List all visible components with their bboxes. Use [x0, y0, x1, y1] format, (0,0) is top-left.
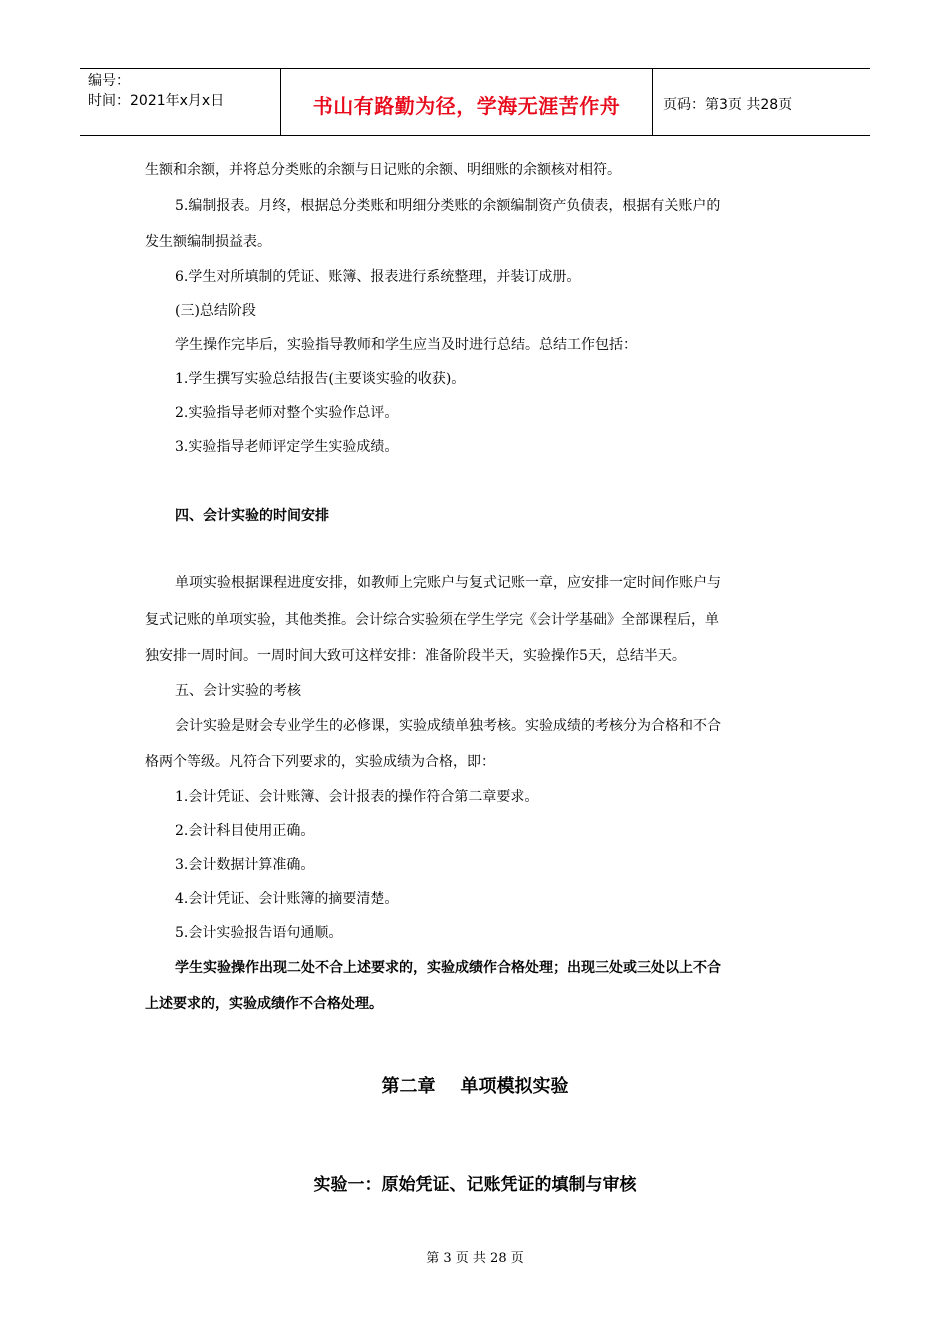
paragraph-line: 会计实验是财会专业学生的必修课，实验成绩单独考核。实验成绩的考核分为合格和不合 [175, 718, 721, 734]
section-heading: 五、会计实验的考核 [175, 683, 301, 699]
header-page-info [653, 69, 870, 135]
paragraph-line: 格两个等级。凡符合下列要求的，实验成绩为合格，即： [145, 754, 495, 770]
bold-paragraph-line: 上述要求的，实验成绩作不合格处理。 [145, 996, 383, 1012]
list-item: 3.实验指导老师评定学生实验成绩。 [175, 439, 399, 455]
paragraph-line: 单项实验根据课程进度安排，如教师上完账户与复式记账一章，应安排一定时间作账户与 [175, 575, 721, 591]
number-label: 编号： [88, 73, 130, 89]
list-item: 5.会计实验报告语句通顺。 [175, 925, 343, 941]
page-info: 页码：第3页 共28页 [663, 97, 793, 113]
date-label: 时间：2021年x月x日 [88, 93, 225, 109]
list-item: 1.学生撰写实验总结报告(主要谈实验的收获)。 [175, 371, 466, 387]
page-footer: 第 3 页 共 28 页 [426, 1251, 524, 1266]
paragraph-line: 学生操作完毕后，实验指导教师和学生应当及时进行总结。总结工作包括： [175, 337, 637, 353]
motto: 书山有路勤为径，学海无涯苦作舟 [312, 93, 621, 118]
paragraph-line: 复式记账的单项实验，其他类推。会计综合实验须在学生学完《会计学基础》全部课程后，单 [145, 612, 719, 628]
paragraph-line: 6.学生对所填制的凭证、账簿、报表进行系统整理，并装订成册。 [175, 269, 581, 285]
list-item: 2.实验指导老师对整个实验作总评。 [175, 405, 399, 421]
list-item: 4.会计凭证、会计账簿的摘要清楚。 [175, 891, 399, 907]
list-item: 1.会计凭证、会计账簿、会计报表的操作符合第二章要求。 [175, 789, 539, 805]
section-heading: (三)总结阶段 [175, 303, 256, 319]
bold-paragraph-line: 学生实验操作出现二处不合上述要求的，实验成绩作合格处理；出现三处或三处以上不合 [175, 960, 721, 976]
header-motto-cell [281, 69, 653, 135]
experiment-title: 实验一：原始凭证、记账凭证的填制与审核 [313, 1175, 637, 1195]
list-item: 2.会计科目使用正确。 [175, 823, 315, 839]
paragraph-line: 生额和余额，并将总分类账的余额与日记账的余额、明细账的余额核对相符。 [145, 162, 621, 178]
paragraph-line: 5.编制报表。月终，根据总分类账和明细分类账的余额编制资产负债表，根据有关账户的 [175, 198, 721, 214]
header-meta [80, 69, 281, 135]
chapter-title: 第二章 单项模拟实验 [381, 1076, 569, 1097]
page-header [80, 68, 870, 136]
paragraph-line: 独安排一周时间。一周时间大致可这样安排：准备阶段半天，实验操作5天，总结半天。 [145, 648, 686, 664]
paragraph-line: 发生额编制损益表。 [145, 234, 271, 250]
list-item: 3.会计数据计算准确。 [175, 857, 315, 873]
section-heading: 四、会计实验的时间安排 [175, 508, 329, 524]
